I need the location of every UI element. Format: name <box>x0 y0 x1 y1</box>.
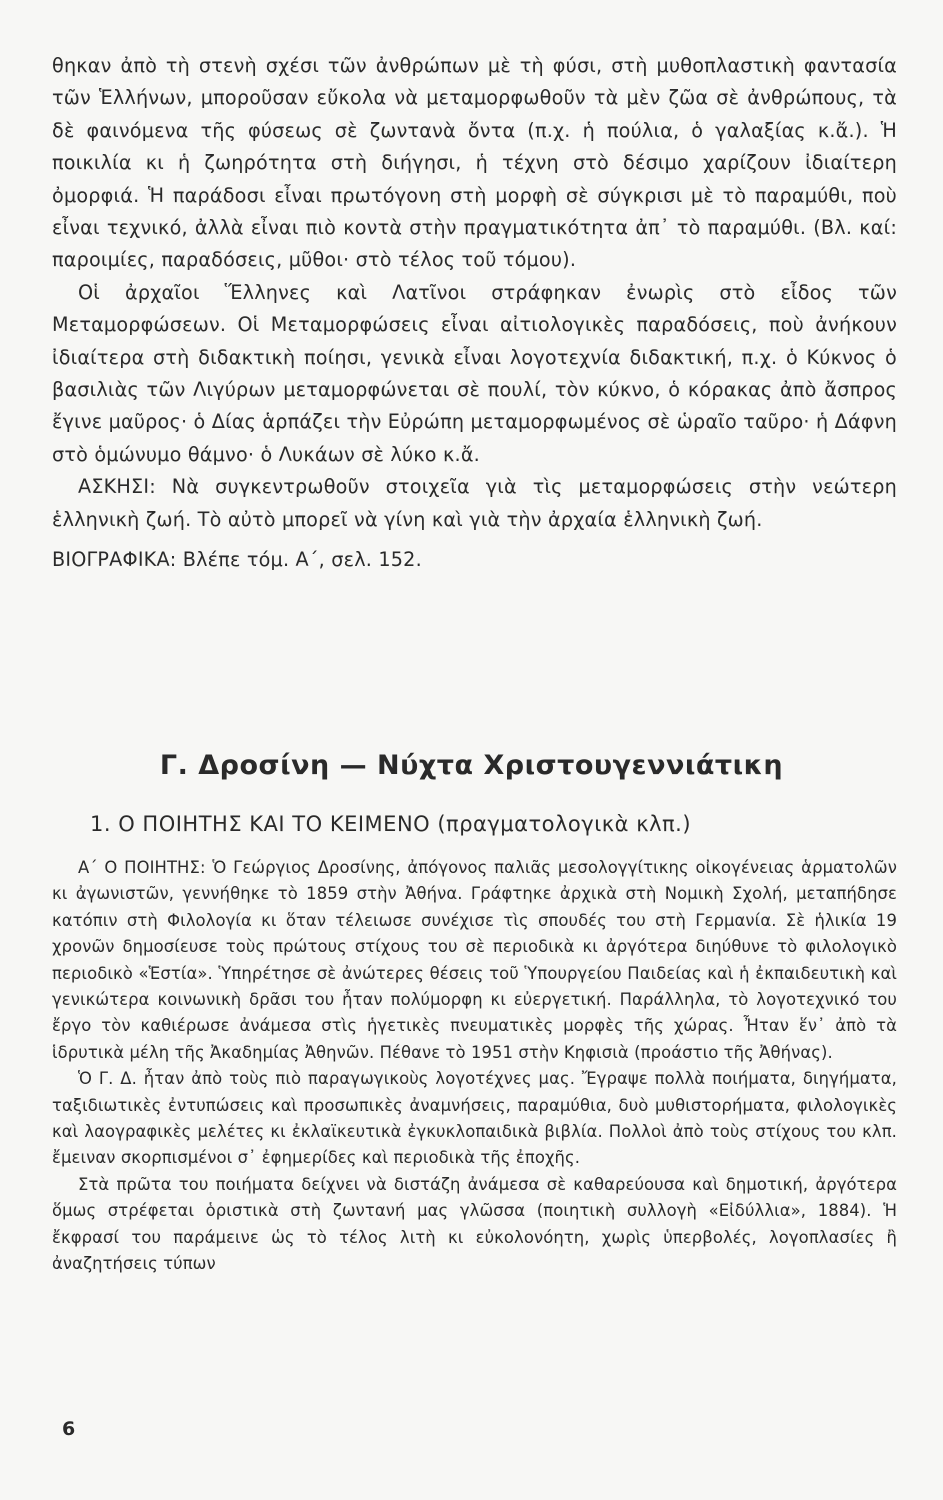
section-heading: 1. Ο ΠΟΙΗΤΗΣ ΚΑΙ ΤΟ ΚΕΙΜΕΝΟ (πραγματολογικὰ κλπ.) <box>90 812 692 836</box>
paragraph-metamorphoses: Οἱ ἀρχαῖοι Ἕλληνες καὶ Λατῖνοι στράφηκαν ἐνωρὶς στὸ εἶδος τῶν Μεταμορφώσεων. Οἱ Μεταμορφώσεις εἶναι αἰτιολογικὲς παραδόσεις, ποὺ ἀνήκουν ἰδιαίτερα στὴ διδακτικὴ ποίησι, γενικὰ εἶναι λογοτεχνία διδακτική, π.χ. ὁ Κύκνος ὁ βασιλιὰς τῶν Λιγύρων μεταμορφώνεται σὲ πουλί, τὸν κύκνο, ὁ κόρακας ἀπὸ ἄσπρος ἔγινε μαῦρος· ὁ Δίας ἁρπάζει τὴν Εὐρώπη μεταμορφωμένος σὲ ὡραῖο ταῦρο· ἡ Δάφνη στὸ ὁμώνυμο θάμνο· ὁ Λυκάων σὲ λύκο κ.ἄ. <box>52 280 897 466</box>
paragraph-poet-bio: Α΄ Ο ΠΟΙΗΤΗΣ: Ὁ Γεώργιος Δροσίνης, ἀπόγονος παλιᾶς μεσολογγίτικης οἰκογένειας ἁρματολῶν κι ἀγωνιστῶν, γεννήθηκε τὸ 1859 στὴν Ἀθήνα. Γράφτηκε ἀρχικὰ στὴ Νομικὴ Σχολή, μεταπήδησε κατόπιν στὴ Φιλολογία κι ὅταν τέλειωσε συνέχισε τὶς σπουδές του στὴ Γερμανία. Σὲ ἡλικία 19 χρονῶν δημοσίευσε τοὺς πρώτους στίχους του σὲ περιοδικὰ κι ἀργότερα διηύθυνε τὸ φιλολογικὸ περιοδικὸ «Ἑστία». Ὑπηρέτησε σὲ ἀνώτερες θέσεις τοῦ Ὑπουργείου Παιδείας καὶ ἡ ἐκπαιδευτικὴ καὶ γενικώτερα κοινωνικὴ δρᾶσι του ἦταν πολύμορφη κι εὐεργετική. Παράλληλα, τὸ λογοτεχνικό του ἔργο τὸν καθιέρωσε ἀνάμεσα στὶς ἡγετικὲς πνευματικὲς μορφὲς τῆς χώρας. Ἦταν ἕν᾽ ἀπὸ τὰ ἱδρυτικὰ μέλη τῆς Ἀκαδημίας Ἀθηνῶν. Πέθανε τὸ 1951 στὴν Κηφισιὰ (προάστιο τῆς Ἀθήνας). <box>52 858 897 1062</box>
paragraph-myths: θηκαν ἀπὸ τὴ στενὴ σχέσι τῶν ἀνθρώπων μὲ τὴ φύσι, στὴ μυθοπλαστικὴ φαντασία τῶν Ἑλλήνων, μποροῦσαν εὔκολα νὰ μεταμορφωθοῦν τὰ μὲν ζῶα σὲ ἀνθρώπους, τὰ δὲ φαινόμενα τῆς φύσεως σὲ ζωντανὰ ὄντα (π.χ. ἡ πούλια, ὁ γαλαξίας κ.ἄ.). Ἡ ποικιλία κι ἡ ζωηρότητα στὴ διήγησι, ἡ τέχνη στὸ δέσιμο χαρίζουν ἰδιαίτερη ὀμορφιά. Ἡ παράδοσι εἶναι πρωτόγονη στὴ μορφὴ σὲ σύγκρισι μὲ τὸ παραμύθι, ποὺ εἶναι τεχνικό, ἀλλὰ εἶναι πιὸ κοντὰ στὴν πραγματικότητα ἀπ᾽ τὸ παραμύθι. (Βλ. καί: παροιμίες, παραδόσεις, μῦθοι· στὸ τέλος τοῦ τόμου). <box>52 54 897 272</box>
paragraph-works: Ὁ Γ. Δ. ἦταν ἀπὸ τοὺς πιὸ παραγωγικοὺς λογοτέχνες μας. Ἔγραψε πολλὰ ποιήματα, διηγήματα, ταξιδιωτικὲς ἐντυπώσεις καὶ προσωπικὲς ἀναμνήσεις, παραμύθια, δυὸ μυθιστορήματα, φιλολογικὲς καὶ λαογραφικὲς μελέτες κι ἐκλαϊκευτικὰ ἐγκυκλοπαιδικὰ βιβλία. Πολλοὶ ἀπὸ τοὺς στίχους του κλπ. ἔμειναν σκορπισμένοι σ᾽ ἐφημερίδες καὶ περιοδικὰ τῆς ἐποχῆς. <box>52 1069 897 1168</box>
lower-text-block <box>52 855 897 1278</box>
biography-reference: ΒΙΟΓΡΑΦΙΚΑ: Βλέπε τόμ. Α΄, σελ. 152. <box>52 548 422 572</box>
upper-text-block <box>52 50 897 577</box>
page-number: 6 <box>62 1418 76 1440</box>
exercise-paragraph: ΑΣΚΗΣΙ: Νὰ συγκεντρωθοῦν στοιχεῖα γιὰ τὶς μεταμορφώσεις στὴν νεώτερη ἑλληνικὴ ζωή. Τὸ αὐτὸ μπορεῖ νὰ γίνη καὶ γιὰ τὴν ἀρχαία ἑλληνικὴ ζωή. <box>52 475 897 531</box>
poem-title: Γ. Δροσίνη — Νύχτα Χριστουγεννιάτικη <box>159 750 784 781</box>
paragraph-language: Στὰ πρῶτα του ποιήματα δείχνει νὰ διστάζη ἀνάμεσα σὲ καθαρεύουσα καὶ δημοτική, ἀργότερα ὅμως στρέφεται ὁριστικὰ στὴ ζωντανή μας γλῶσσα (ποιητικὴ συλλογὴ «Εἰδύλλια», 1884). Ἡ ἔκφρασί του παράμεινε ὡς τὸ τέλος λιτὴ κι εὐκολονόητη, χωρὶς ὑπερβολές, λογοπλασίες ἢ ἀναζητήσεις τύπων <box>52 1174 897 1274</box>
